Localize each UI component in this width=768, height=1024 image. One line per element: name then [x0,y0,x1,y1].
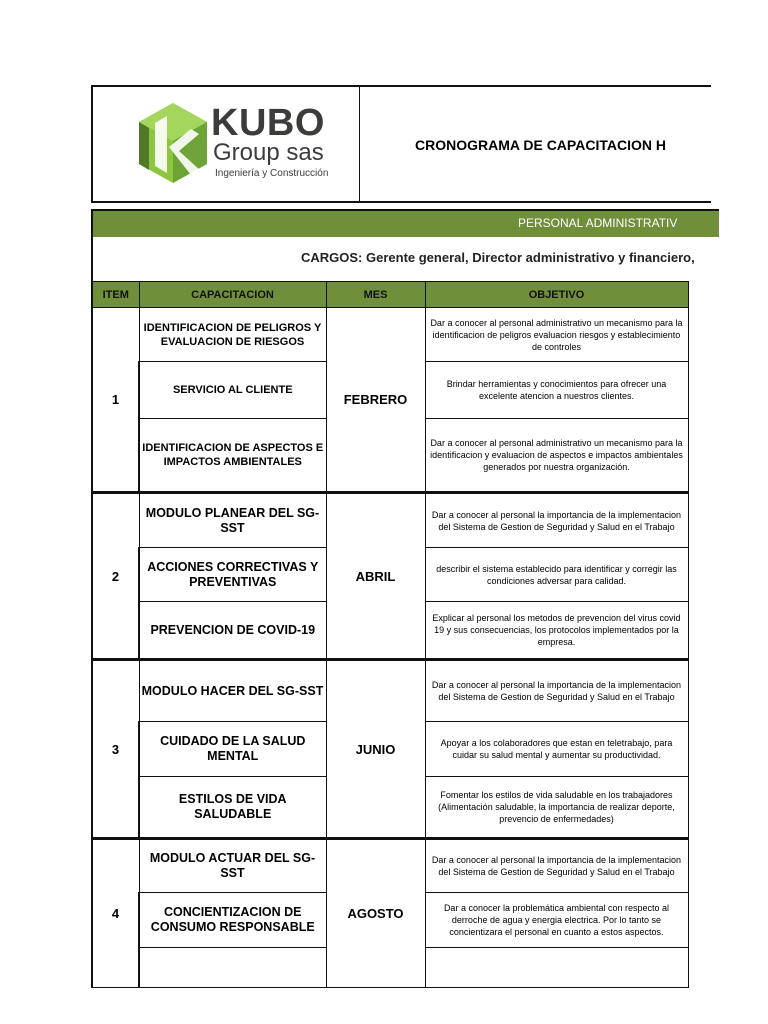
item-number-cell: 4 [92,839,139,988]
capacitacion-cell: IDENTIFICACION DE ASPECTOS E IMPACTOS AMBIENTALES [139,419,326,493]
column-header-capacitacion: CAPACITACION [139,282,326,308]
capacitacion-cell [139,948,326,988]
capacitacion-cell: MODULO ACTUAR DEL SG-SST [139,839,326,893]
document-header [91,85,711,203]
cargos-text: CARGOS: Gerente general, Director administrativo y financiero, [301,250,695,265]
section-band [91,209,719,237]
cargos-row [91,237,695,281]
table-row [92,839,688,893]
document-title: CRONOGRAMA DE CAPACITACION H [415,137,666,153]
objetivo-cell: Fomentar los estilos de vida saludable en los trabajadores (Alimentación saludable, la importancia de realizar deporte, prevencio de enfermedades) [425,777,688,839]
objetivo-cell: Dar a conocer al personal la importancia de la implementacion del Sistema de Gestion de Seguridad y Salud en el Trabajo [425,493,688,548]
mes-cell: FEBRERO [326,308,425,493]
item-number-cell: 1 [92,308,139,493]
mes-cell: ABRIL [326,493,425,660]
capacitacion-cell: CONCIENTIZACION DE CONSUMO RESPONSABLE [139,893,326,948]
objetivo-cell: describir el sistema establecido para identificar y corregir las condiciones adversar para calidad. [425,548,688,602]
objetivo-cell: Brindar herramientas y conocimientos para ofrecer una excelente atencion a nuestros clientes. [425,362,688,419]
item-number-cell: 3 [92,660,139,839]
mes-cell: JUNIO [326,660,425,839]
capacitacion-cell: PREVENCION DE COVID-19 [139,602,326,660]
objetivo-cell: Dar a conocer al personal la importancia de la implementacion del Sistema de Gestion de Seguridad y Salud en el Trabajo [425,839,688,893]
logo-tagline-text: Ingeniería y Construcción [215,168,329,179]
logo-cell [93,87,360,201]
objetivo-cell: Dar a conocer la problemática ambiental con respecto al derroche de agua y energia electrica. Por lo tanto se concientizara el personal en cuanto a estos aspectos. [425,893,688,948]
logo-brand-text: KUBO [211,102,325,144]
table-row [92,308,688,362]
kubo-cube-icon [135,101,211,185]
capacitacion-cell: MODULO PLANEAR DEL SG-SST [139,493,326,548]
training-schedule-table [91,281,689,988]
capacitacion-cell: ACCIONES CORRECTIVAS Y PREVENTIVAS [139,548,326,602]
objetivo-cell: Apoyar a los colaboradores que estan en teletrabajo, para cuidar su salud mental y aumentar su productividad. [425,722,688,777]
logo-subtitle-text: Group sas [213,139,324,166]
objetivo-cell: Dar a conocer al personal administrativo un mecanismo para la identificacion de peligros evaluacion riesgos y establecimiento de controles [425,308,688,362]
section-band-text: PERSONAL ADMINISTRATIV [518,216,678,230]
company-logo [135,101,335,185]
capacitacion-cell: SERVICIO AL CLIENTE [139,362,326,419]
mes-cell: AGOSTO [326,839,425,988]
objetivo-cell: Explicar al personal los metodos de prevencion del virus covid 19 y sus consecuencias, los protocolos implementados por la empresa. [425,602,688,660]
capacitacion-cell: IDENTIFICACION DE PELIGROS Y EVALUACION DE RIESGOS [139,308,326,362]
capacitacion-cell: CUIDADO DE LA SALUD MENTAL [139,722,326,777]
item-number-cell: 2 [92,493,139,660]
objetivo-cell: Dar a conocer al personal la importancia de la implementacion del Sistema de Gestion de Seguridad y Salud en el Trabajo [425,660,688,722]
objetivo-cell: Dar a conocer al personal administrativo un mecanismo para la identificacion y evaluacion de aspectos e impactos ambientales generados por nuestra organización. [425,419,688,493]
capacitacion-cell: MODULO HACER DEL SG-SST [139,660,326,722]
table-row [92,660,688,722]
table-header-row [92,282,688,308]
column-header-item: ITEM [92,282,139,308]
table-row [92,493,688,548]
capacitacion-cell: ESTILOS DE VIDA SALUDABLE [139,777,326,839]
column-header-objetivo: OBJETIVO [425,282,688,308]
column-header-mes: MES [326,282,425,308]
objetivo-cell [425,948,688,988]
